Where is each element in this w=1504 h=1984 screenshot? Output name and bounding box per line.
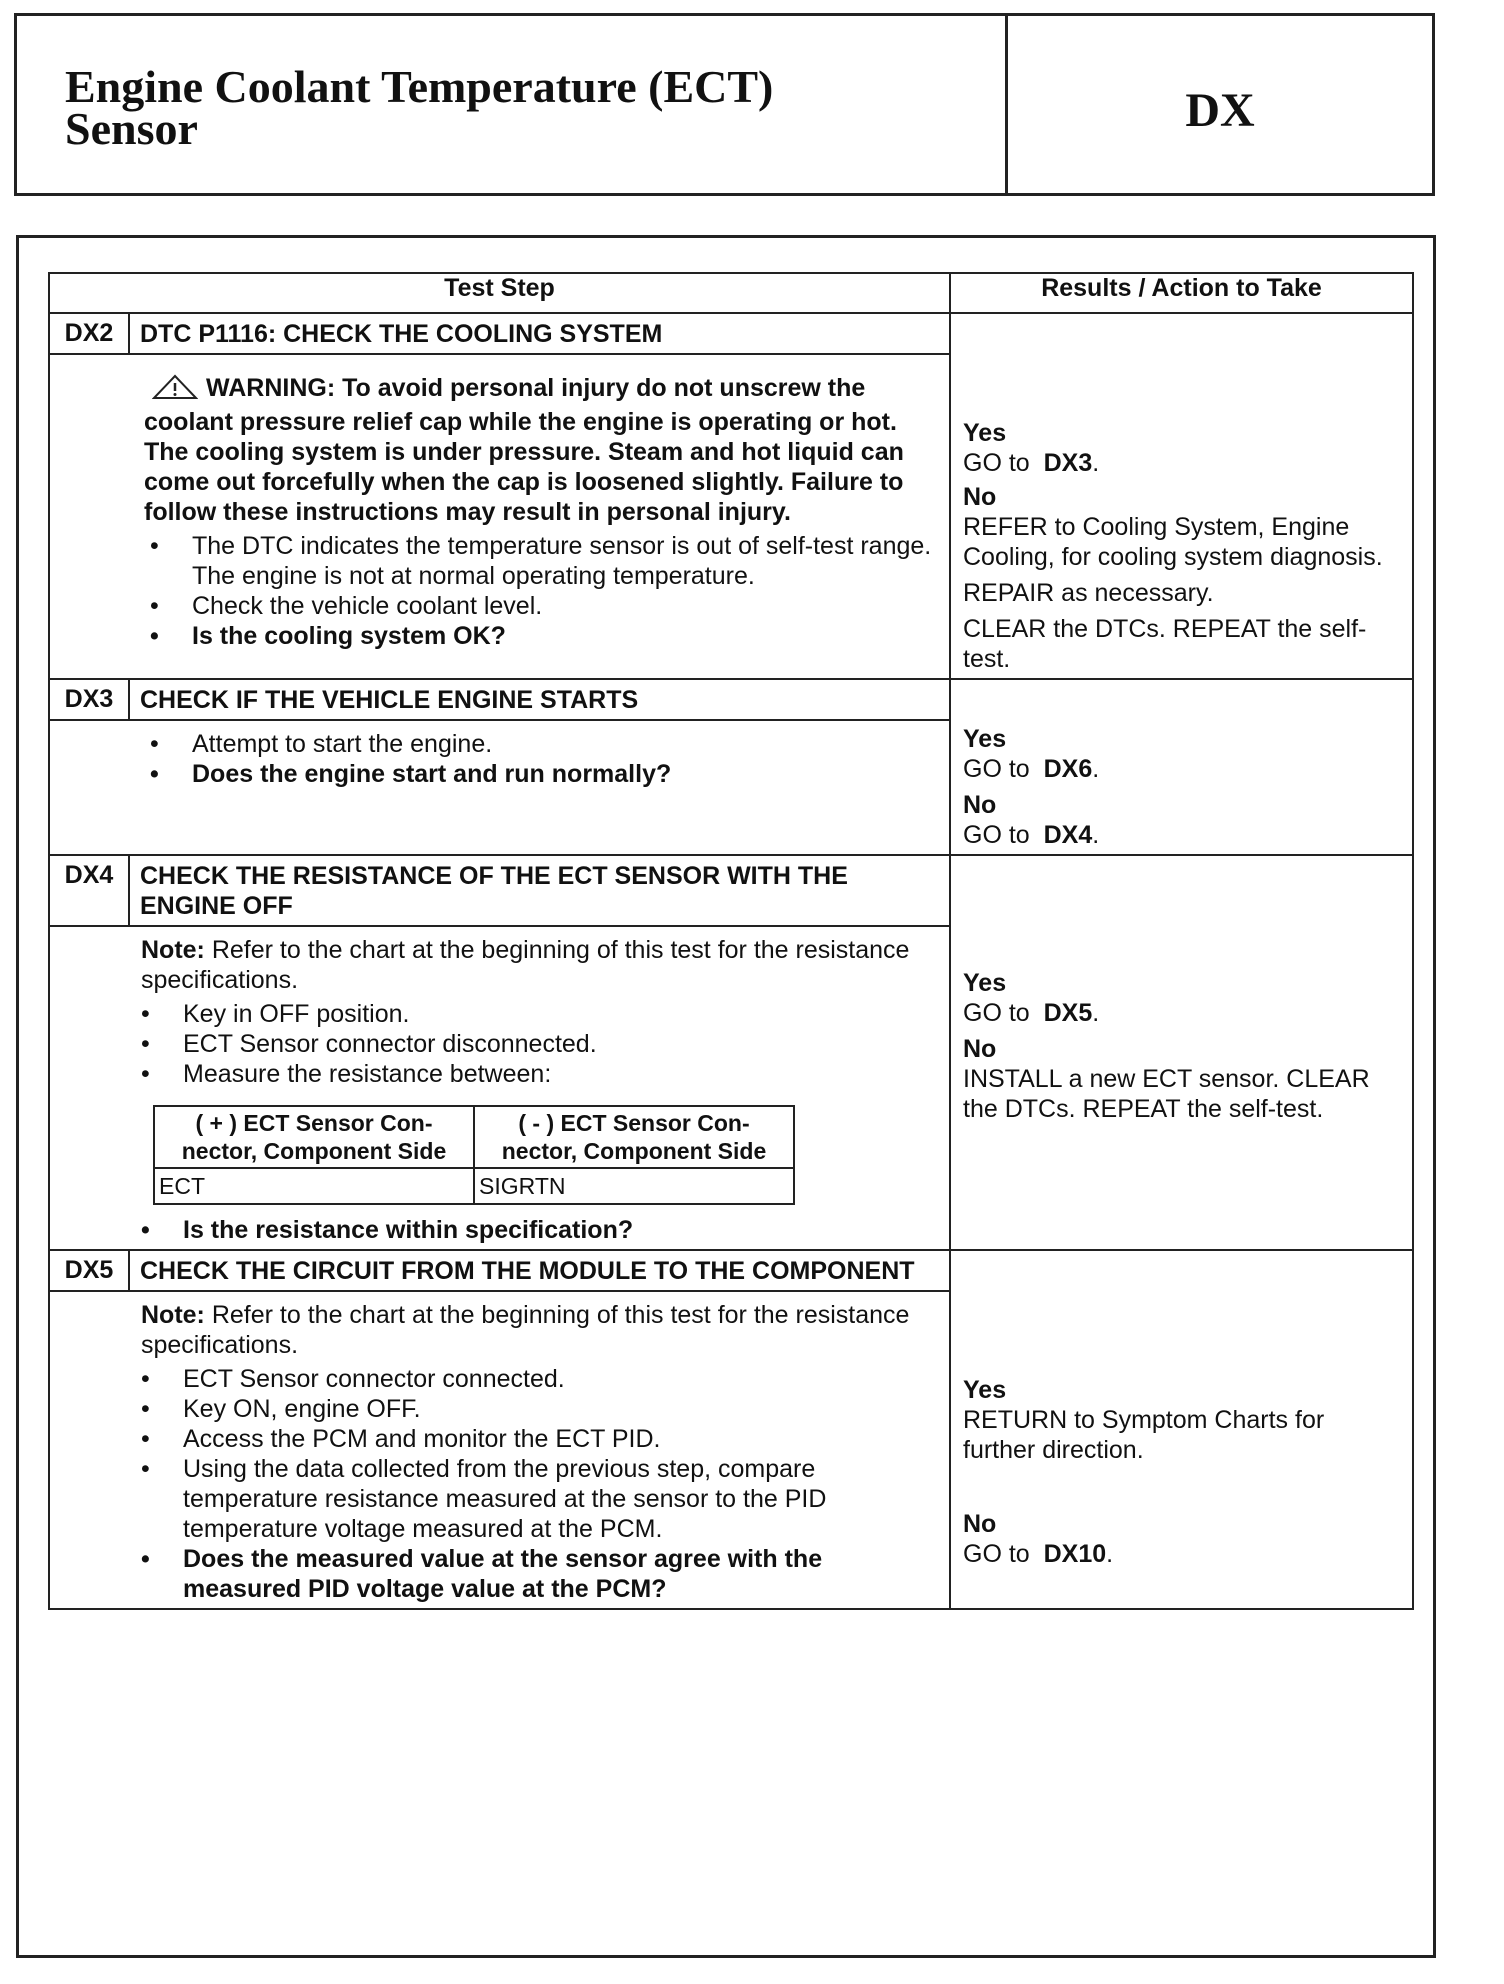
bullet-list — [150, 531, 933, 651]
page-title: Engine Coolant Temperature (ECT) Sensor — [65, 61, 774, 154]
step-heading — [50, 314, 949, 355]
pin-table-header: ( + ) ECT Sensor Con- nector, Component Side — [154, 1106, 474, 1168]
yes-action: GO to DX5. — [963, 999, 1100, 1027]
page-header — [14, 13, 1435, 196]
no-label: No — [963, 791, 997, 819]
pin-table-cell: SIGRTN — [474, 1168, 794, 1204]
list-item: • Check the vehicle coolant level. — [150, 591, 933, 621]
step-heading — [50, 856, 949, 927]
step-title: DTC P1116: CHECK THE COOLING SYSTEM — [140, 320, 663, 348]
bullet-list — [141, 1215, 933, 1245]
note-text: Note: Refer to the chart at the beginning of this test for the resistance specifications. — [141, 1301, 910, 1359]
results-cell — [950, 679, 1413, 855]
step-title: CHECK IF THE VEHICLE ENGINE STARTS — [140, 686, 639, 714]
pin-table-cell: ECT — [154, 1168, 474, 1204]
step-title: CHECK THE CIRCUIT FROM THE MODULE TO THE COMPONENT — [140, 1257, 915, 1285]
step-id: DX2 — [50, 314, 130, 353]
no-action: REFER to Cooling System, Engine Cooling, for cooling system diagnosis. — [963, 513, 1383, 571]
list-item: • Using the data collected from the previous step, compare temperature resistance measured at the sensor to the PID temperature voltage measured at the PCM. — [141, 1454, 933, 1544]
list-item: • Key in OFF position. — [141, 999, 933, 1029]
no-label: No — [963, 1035, 997, 1063]
step-row-dx5 — [49, 1250, 1413, 1609]
no-label: No — [963, 1510, 997, 1538]
step-cell — [49, 855, 950, 1250]
step-row-dx4 — [49, 855, 1413, 1250]
note-text: Note: Refer to the chart at the beginning of this test for the resistance specifications. — [141, 936, 910, 994]
yes-label: Yes — [963, 969, 1007, 997]
section-code: DX — [1185, 84, 1255, 137]
step-heading — [50, 680, 949, 721]
list-item: • ECT Sensor connector connected. — [141, 1364, 933, 1394]
step-title: CHECK THE RESISTANCE OF THE ECT SENSOR WITH THE ENGINE OFF — [140, 862, 848, 920]
warning-triangle-icon — [152, 374, 198, 407]
step-question: • Is the cooling system OK? — [150, 621, 933, 651]
results-body — [951, 1251, 1412, 1573]
step-cell — [49, 313, 950, 679]
warning-text: WARNING: To avoid personal injury do not unscrew the coolant pressure relief cap while the engine is operating or hot. The cooling system is under pressure. Steam and hot liquid can come out forcefully when the cap is loosened slightly. Failure to follow these instructions may result in personal injury. — [144, 374, 904, 526]
list-item: • Access the PCM and monitor the ECT PID. — [141, 1424, 933, 1454]
bullet-list — [141, 1364, 933, 1604]
pin-table-header: ( - ) ECT Sensor Con- nector, Component Side — [474, 1106, 794, 1168]
step-body — [50, 1292, 949, 1608]
results-body — [951, 856, 1412, 1128]
list-item: • ECT Sensor connector disconnected. — [141, 1029, 933, 1059]
step-cell — [49, 1250, 950, 1609]
diagnostic-table — [48, 272, 1414, 1610]
step-cell — [49, 679, 950, 855]
step-body — [50, 355, 949, 655]
results-cell — [950, 313, 1413, 679]
bullet-list — [150, 729, 933, 789]
step-id: DX4 — [50, 856, 130, 925]
results-cell — [950, 1250, 1413, 1609]
yes-label: Yes — [963, 1376, 1007, 1404]
yes-action: GO to DX6. — [963, 755, 1100, 783]
no-action: GO to DX10. — [963, 1540, 1114, 1568]
results-body — [951, 314, 1412, 678]
yes-action: GO to DX3. — [963, 449, 1100, 477]
step-heading — [50, 1251, 949, 1292]
table-header-row — [49, 273, 1413, 313]
list-item: • Key ON, engine OFF. — [141, 1394, 933, 1424]
step-question: • Is the resistance within specification? — [141, 1215, 933, 1245]
pin-table — [153, 1105, 795, 1205]
step-question: • Does the measured value at the sensor agree with the measured PID voltage value at the PCM? — [141, 1544, 933, 1604]
no-action: GO to DX4. — [963, 821, 1100, 849]
step-body — [50, 927, 949, 1249]
step-id: DX3 — [50, 680, 130, 719]
yes-label: Yes — [963, 725, 1007, 753]
step-question: • Does the engine start and run normally? — [150, 759, 933, 789]
results-body — [951, 680, 1412, 854]
bullet-list — [141, 999, 933, 1089]
no-action: REPAIR as necessary. — [963, 579, 1214, 607]
col-results: Results / Action to Take — [950, 273, 1413, 313]
no-label: No — [963, 483, 997, 511]
list-item: • Measure the resistance between: — [141, 1059, 933, 1089]
yes-label: Yes — [963, 419, 1007, 447]
list-item: • Attempt to start the engine. — [150, 729, 933, 759]
list-item: • The DTC indicates the temperature sensor is out of self-test range. The engine is not at normal operating temperature. — [150, 531, 933, 591]
no-action: INSTALL a new ECT sensor. CLEAR the DTCs. REPEAT the self-test. — [963, 1065, 1370, 1123]
yes-action: RETURN to Symptom Charts for further direction. — [963, 1406, 1325, 1464]
step-row-dx2 — [49, 313, 1413, 679]
results-cell — [950, 855, 1413, 1250]
step-row-dx3 — [49, 679, 1413, 855]
col-test-step: Test Step — [49, 273, 950, 313]
no-action: CLEAR the DTCs. REPEAT the self-test. — [963, 615, 1367, 673]
step-id: DX5 — [50, 1251, 130, 1290]
step-body — [50, 721, 949, 827]
